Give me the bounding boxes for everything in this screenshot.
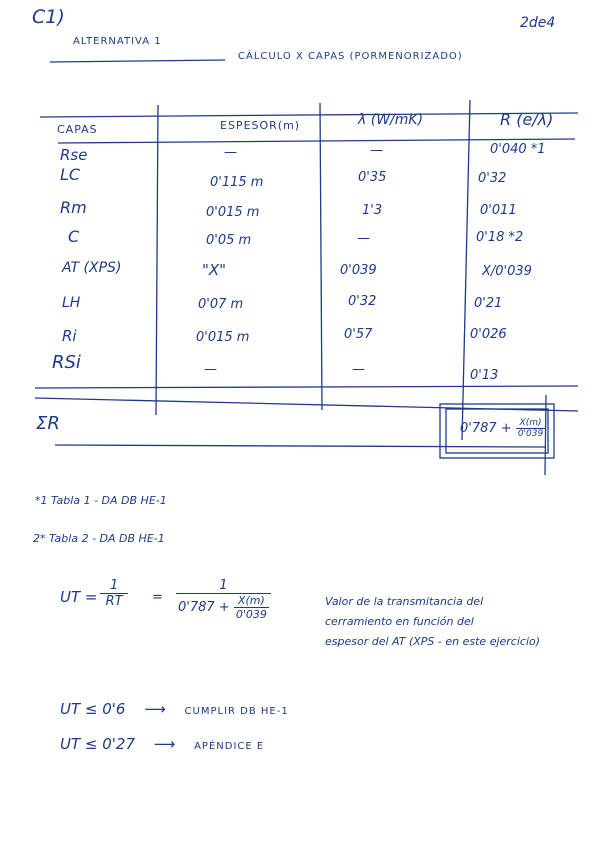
row-lambda: — xyxy=(357,231,370,246)
formula-lhs: UT = xyxy=(60,588,98,606)
col-header-espesor: ESPESOR(m) xyxy=(220,119,301,132)
formula-description-line: Valor de la transmitancia del xyxy=(325,595,484,608)
sum-value-num: X(m) xyxy=(516,418,545,429)
row-thickness: "X" xyxy=(202,261,227,279)
row-lambda: — xyxy=(370,143,383,158)
subtitle-underline xyxy=(50,60,225,62)
arrow-right-icon: ⟶ xyxy=(144,700,166,718)
sum-value-const: 0'787 + xyxy=(460,421,512,436)
table-end-line xyxy=(55,445,545,447)
formula-f2-den-den: 0'039 xyxy=(235,608,267,621)
formula-fraction-1 xyxy=(100,578,128,609)
row-r: 0'13 xyxy=(470,368,499,383)
row-thickness: 0'115 m xyxy=(210,175,264,190)
row-layer: LH xyxy=(62,295,81,311)
row-layer: AT (XPS) xyxy=(62,260,122,276)
condition-2-rhs: APÉNDICE E xyxy=(194,741,265,752)
row-layer: RSi xyxy=(52,352,81,373)
row-thickness: — xyxy=(204,362,217,377)
row-r: 0'32 xyxy=(478,171,507,186)
row-thickness: 0'07 m xyxy=(198,297,244,312)
formula-f2-den-num: X(m) xyxy=(234,594,269,608)
row-thickness: 0'05 m xyxy=(206,233,252,248)
footnote-1: *1 Tabla 1 - DA DB HE-1 xyxy=(35,494,167,507)
formula-f1-num: 1 xyxy=(100,578,128,594)
row-lambda: 0'35 xyxy=(358,170,387,185)
formula-fraction-2 xyxy=(176,578,271,621)
condition-2-lhs: UT ≤ 0'27 xyxy=(60,735,135,753)
sum-label: ΣR xyxy=(36,413,60,434)
row-lambda: 0'57 xyxy=(344,327,373,342)
row-lambda: 0'32 xyxy=(348,294,377,309)
condition-2 xyxy=(60,735,264,753)
row-layer: Rse xyxy=(60,146,88,164)
row-r: 0'21 xyxy=(474,296,503,311)
row-thickness: 0'015 m xyxy=(196,330,250,345)
arrow-right-icon: ⟶ xyxy=(153,735,176,753)
subtitle: CÁLCULO X CAPAS (PORMENORIZADO) xyxy=(238,51,463,62)
row-r: 0'18 *2 xyxy=(476,230,524,245)
col-header-r: R (e/λ) xyxy=(500,110,554,129)
table-col-divider-1 xyxy=(156,105,158,415)
row-layer: Ri xyxy=(62,327,77,345)
section-label: C1) xyxy=(32,6,65,28)
row-r: 0'011 xyxy=(480,203,517,218)
formula-description xyxy=(325,592,540,652)
formula-description-line: espesor del AT (XPS - en este ejercicio) xyxy=(325,635,541,648)
row-layer: C xyxy=(68,227,80,246)
row-r: 0'026 xyxy=(470,327,507,342)
row-thickness: — xyxy=(224,145,237,160)
row-r: 0'040 *1 xyxy=(490,142,546,157)
sum-value-den: 0'039 xyxy=(517,429,544,439)
col-header-capas: CAPAS xyxy=(57,123,98,136)
row-lambda: 0'039 xyxy=(340,263,377,278)
page-number: 2de4 xyxy=(520,15,556,31)
row-layer: Rm xyxy=(60,198,87,217)
sum-value xyxy=(460,418,545,439)
formula-eq: = xyxy=(152,590,163,605)
row-thickness: 0'015 m xyxy=(206,205,260,220)
row-lambda: 1'3 xyxy=(362,203,383,218)
formula-description-line: cerramiento en función del xyxy=(325,615,474,628)
formula-f2-den-const: 0'787 + xyxy=(178,600,230,615)
table-col-divider-2 xyxy=(320,103,322,410)
footnote-2: 2* Tabla 2 - DA DB HE-1 xyxy=(33,532,165,545)
formula-f2-num: 1 xyxy=(176,578,271,594)
condition-1-lhs: UT ≤ 0'6 xyxy=(60,700,126,718)
table-top-line xyxy=(40,113,578,117)
row-r: X/0'039 xyxy=(482,264,532,279)
row-layer: LC xyxy=(60,165,81,184)
condition-1 xyxy=(60,700,289,718)
table-col-divider-3 xyxy=(462,100,470,440)
formula-f1-den: RT xyxy=(105,594,123,609)
row-lambda: — xyxy=(352,362,365,377)
alternative-title: ALTERNATIVA 1 xyxy=(73,36,162,47)
condition-1-rhs: CUMPLIR DB HE-1 xyxy=(184,706,289,717)
table-bottom-line xyxy=(35,386,578,388)
col-header-lambda: λ (W/mK) xyxy=(358,112,424,128)
